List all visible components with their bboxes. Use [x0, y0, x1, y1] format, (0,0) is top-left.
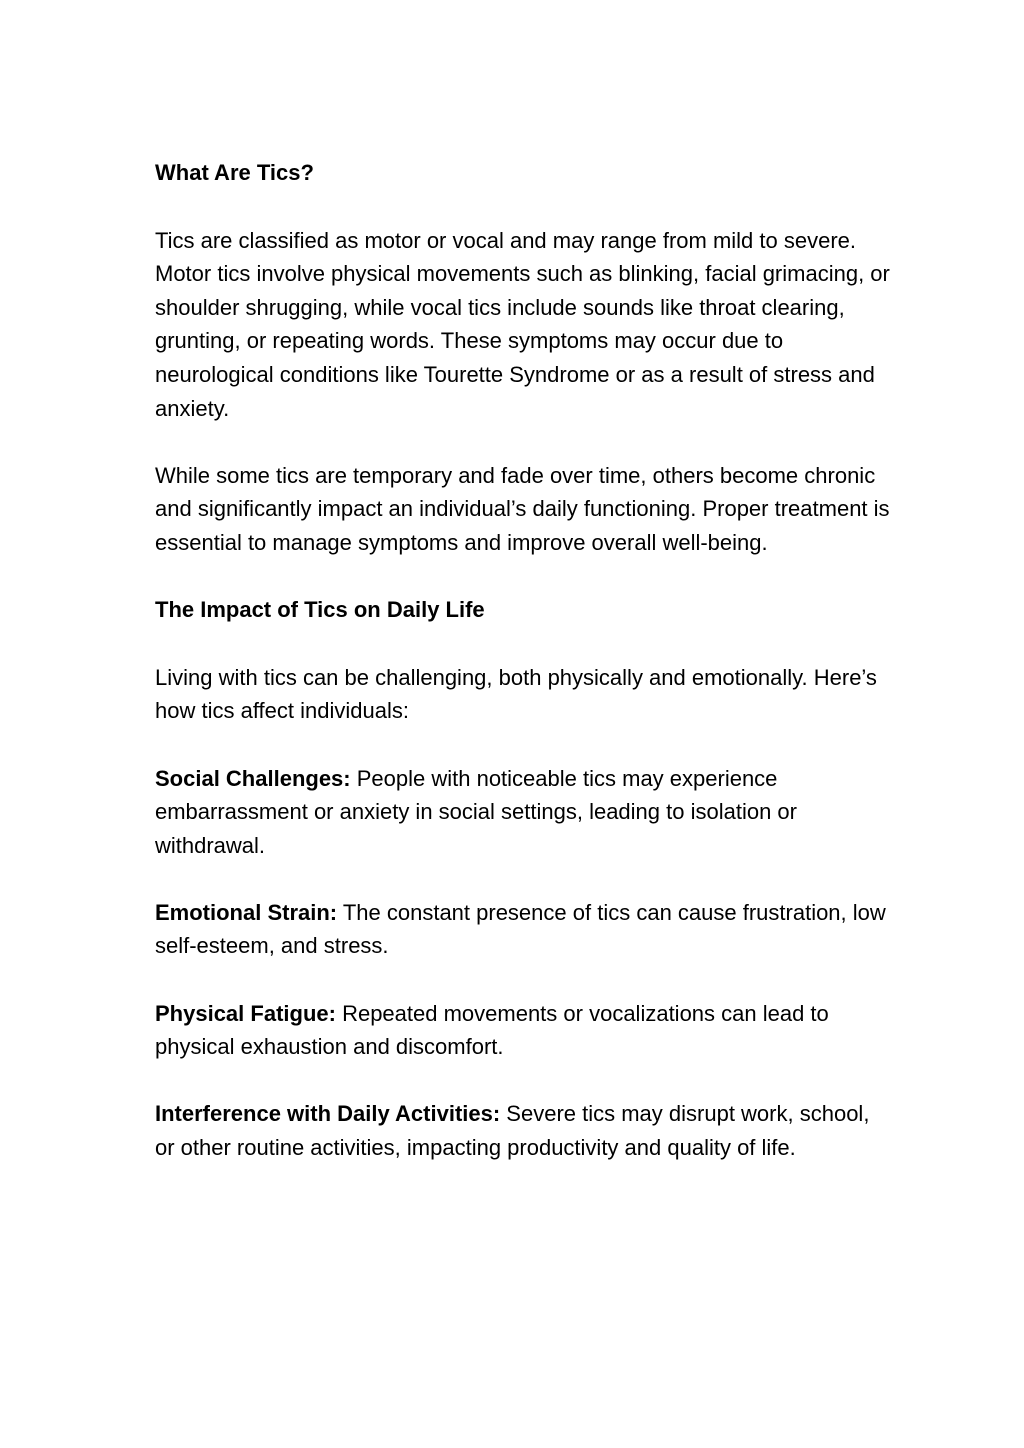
impact-item-emotional [155, 896, 895, 963]
paragraph-tics-classification: Tics are classified as motor or vocal and may range from mild to severe. Motor tics involve physical movements such as blinking, facial grimacing, or shoulder shrugging, while vocal tics include sounds like throat clearing, grunting, or repeating words. These symptoms may occur due to neurological conditions like Tourette Syndrome or as a result of stress and anxiety. [155, 227, 890, 421]
spacer [155, 190, 895, 224]
spacer [155, 627, 895, 661]
section-heading-impact: The Impact of Tics on Daily Life [155, 597, 485, 623]
spacer [155, 862, 895, 896]
impact-term: Emotional Strain: [155, 899, 338, 925]
spacer [155, 425, 895, 459]
impact-description: Repeated movements or vocalizations can lead to physical exhaustion and discomfort. [155, 1000, 829, 1060]
impact-item-daily-activities [155, 1097, 895, 1164]
spacer [155, 560, 895, 594]
document-page [155, 156, 895, 1165]
paragraph-tics-chronic: While some tics are temporary and fade over time, others become chronic and significantly impact an individual’s daily functioning. Proper treatment is essential to manage symptoms and improve overall well-being. [155, 462, 890, 555]
impact-item-social [155, 762, 895, 863]
paragraph-impact-intro: Living with tics can be challenging, both physically and emotionally. Here’s how tics affect individuals: [155, 664, 877, 724]
impact-description: People with noticeable tics may experience embarrassment or anxiety in social settings, leading to isolation or withdrawal. [155, 765, 797, 858]
spacer [155, 728, 895, 762]
spacer [155, 1064, 895, 1098]
impact-description: The constant presence of tics can cause frustration, low self-esteem, and stress. [155, 899, 886, 959]
impact-description: Severe tics may disrupt work, school, or other routine activities, impacting productivity and quality of life. [155, 1101, 870, 1161]
section-heading-what-are-tics: What Are Tics? [155, 160, 314, 185]
spacer [155, 963, 895, 997]
impact-term: Interference with Daily Activities: [155, 1101, 501, 1127]
impact-item-physical [155, 997, 895, 1064]
impact-term: Physical Fatigue: [155, 1000, 336, 1026]
impact-term: Social Challenges: [155, 765, 351, 791]
